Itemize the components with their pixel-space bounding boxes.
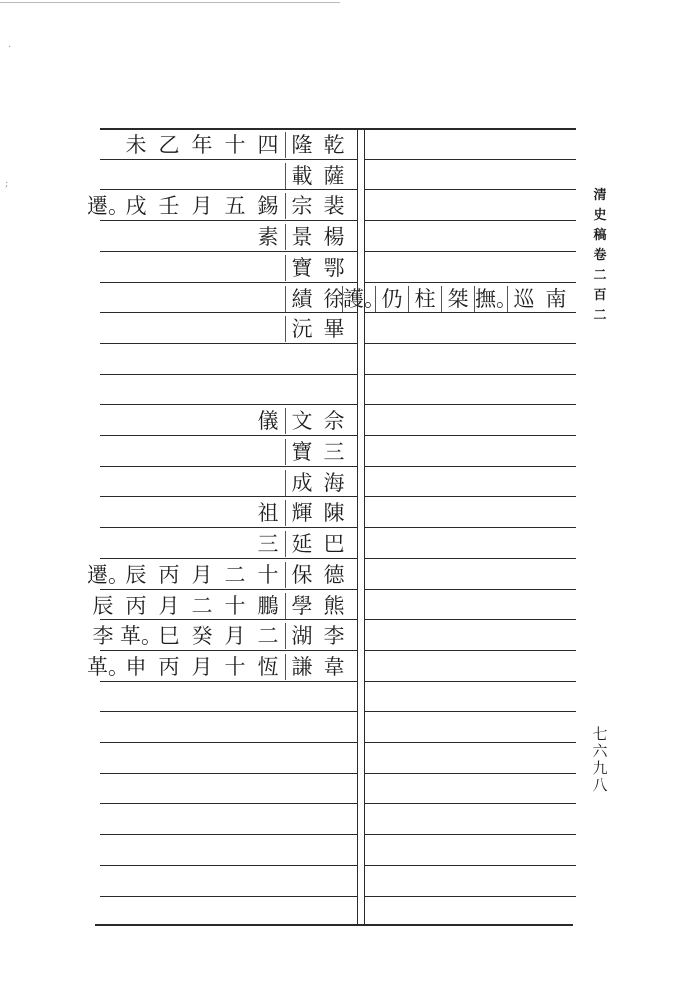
page-number-char: 七 <box>592 725 608 743</box>
left-cell <box>100 406 357 436</box>
cell-char: 月 <box>158 594 180 618</box>
running-title-char: 稿 <box>593 228 607 243</box>
cell-char: 遷。 <box>87 194 129 218</box>
left-cell <box>100 161 357 191</box>
left-cell <box>100 437 357 467</box>
cell-char: 丙 <box>125 594 147 618</box>
cell-char: 十 <box>257 563 279 587</box>
cell-char: 辰 <box>125 563 147 587</box>
cell-char: 三 <box>257 532 279 556</box>
cell-char: 成 <box>285 470 318 496</box>
table-rule <box>100 803 357 804</box>
right-cell <box>365 130 577 160</box>
left-cell <box>100 284 357 314</box>
right-cell <box>365 406 577 436</box>
table-rule <box>365 803 576 804</box>
cell-char: 桀 <box>441 286 474 312</box>
cell-char: 五 <box>224 194 246 218</box>
cell-char: 仍 <box>375 286 408 312</box>
cell-char: 李 <box>323 624 345 648</box>
right-cell <box>365 529 577 559</box>
cell-char: 二 <box>257 624 279 648</box>
right-cell <box>365 652 577 682</box>
cell-char: 乙 <box>158 133 180 157</box>
cell-char: 儀 <box>257 409 279 433</box>
cell-char: 延 <box>285 531 318 557</box>
right-cell <box>365 560 577 590</box>
right-cell <box>365 345 577 375</box>
left-cell <box>100 345 357 375</box>
cell-char: 徐 <box>323 287 345 311</box>
running-title-char: 二 <box>593 308 607 323</box>
cell-char: 祖 <box>257 501 279 525</box>
cell-char: 撫。 <box>475 287 517 311</box>
left-cell <box>87 652 357 682</box>
cell-char: 丙 <box>158 563 180 587</box>
right-cell <box>365 621 577 651</box>
right-cell <box>365 591 577 621</box>
table-rule <box>365 711 576 712</box>
left-cell <box>92 591 357 621</box>
cell-char: 陳 <box>323 501 345 525</box>
cell-char: 申 <box>125 655 147 679</box>
cell-char: 謙 <box>285 654 318 680</box>
cell-char: 辰 <box>92 594 114 618</box>
running-title-char: 卷 <box>593 248 607 263</box>
right-cell <box>343 284 577 314</box>
cell-char: 寶 <box>285 255 318 281</box>
cell-char: 錫 <box>257 194 279 218</box>
cell-char: 宗 <box>285 193 318 219</box>
cell-char: 景 <box>285 224 318 250</box>
table-rule <box>365 865 576 866</box>
cell-char: 薩 <box>323 164 345 188</box>
cell-char: 月 <box>191 563 213 587</box>
cell-char: 護。 <box>343 287 385 311</box>
cell-char: 戌 <box>125 194 147 218</box>
cell-char: 沅 <box>285 316 318 342</box>
table-rule <box>100 711 357 712</box>
scan-speck: · <box>8 42 12 53</box>
cell-char: 革。 <box>87 655 129 679</box>
running-title <box>585 186 615 326</box>
cell-char: 巡 <box>507 286 540 312</box>
running-title-char: 二 <box>593 268 607 283</box>
left-cell <box>100 498 357 528</box>
cell-char: 二 <box>191 594 213 618</box>
right-cell <box>365 222 577 252</box>
cell-char: 寶 <box>285 439 318 465</box>
cell-char: 隆 <box>285 132 318 158</box>
left-cell <box>100 314 357 344</box>
cell-char: 海 <box>323 471 345 495</box>
cell-char: 月 <box>191 194 213 218</box>
scan-speck: ; <box>5 178 9 189</box>
page-number-char: 六 <box>592 742 608 760</box>
cell-char: 十 <box>224 133 246 157</box>
cell-char: 年 <box>191 133 213 157</box>
cell-char: 遷。 <box>87 563 129 587</box>
cell-char: 二 <box>224 563 246 587</box>
right-cell <box>365 468 577 498</box>
running-title-char: 清 <box>593 188 607 203</box>
cell-char: 熊 <box>323 594 345 618</box>
page-number-char: 九 <box>592 759 608 777</box>
right-cell <box>365 437 577 467</box>
cell-char: 輝 <box>285 500 318 526</box>
right-cell <box>365 191 577 221</box>
cell-char: 文 <box>285 408 318 434</box>
cell-char: 恆 <box>257 655 279 679</box>
cell-char: 四 <box>257 133 279 157</box>
running-title-char: 百 <box>593 288 607 303</box>
left-cell <box>100 529 357 559</box>
cell-char: 李 <box>92 624 114 648</box>
left-cell <box>100 468 357 498</box>
left-cell <box>100 253 357 283</box>
cell-char: 韋 <box>323 655 345 679</box>
cell-char: 十 <box>224 655 246 679</box>
cell-char: 月 <box>224 624 246 648</box>
table-rule <box>100 742 357 743</box>
cell-char: 保 <box>285 562 318 588</box>
left-cell <box>87 191 357 221</box>
cell-char: 德 <box>323 563 345 587</box>
left-cell <box>100 376 357 406</box>
cell-char: 壬 <box>158 194 180 218</box>
left-cell <box>87 560 357 590</box>
column-divider <box>357 128 358 924</box>
left-cell <box>100 130 357 160</box>
cell-char: 素 <box>257 225 279 249</box>
cell-char: 績 <box>285 286 318 312</box>
table-rule <box>365 834 576 835</box>
cell-char: 載 <box>285 163 318 189</box>
cell-char: 畢 <box>323 317 345 341</box>
cell-char: 巴 <box>323 532 345 556</box>
cell-char: 月 <box>191 655 213 679</box>
cell-char: 學 <box>285 593 318 619</box>
cell-char: 裴 <box>323 194 345 218</box>
cell-char: 湖 <box>285 623 318 649</box>
page-number-char: 八 <box>592 776 608 794</box>
cell-char: 鵬 <box>257 594 279 618</box>
table-rule <box>100 896 357 897</box>
cell-char: 鄂 <box>323 256 345 280</box>
cell-char: 未 <box>125 133 147 157</box>
left-cell <box>92 621 357 651</box>
table-rule <box>95 924 573 926</box>
cell-char: 革。 <box>120 624 162 648</box>
table-rule <box>365 742 576 743</box>
cell-char: 乾 <box>323 133 345 157</box>
right-cell <box>365 498 577 528</box>
right-cell <box>365 161 577 191</box>
cell-char: 南 <box>545 287 567 311</box>
right-cell <box>365 376 577 406</box>
table-rule <box>100 773 357 774</box>
table-rule <box>365 773 576 774</box>
table-rule <box>100 865 357 866</box>
cell-char: 三 <box>323 440 345 464</box>
cell-char: 丙 <box>158 655 180 679</box>
cell-char: 十 <box>224 594 246 618</box>
left-cell <box>100 222 357 252</box>
cell-char: 楊 <box>323 225 345 249</box>
right-cell <box>365 253 577 283</box>
cell-char: 癸 <box>191 624 213 648</box>
table-rule <box>100 834 357 835</box>
cell-char: 佘 <box>323 409 345 433</box>
cell-char: 柱 <box>408 286 441 312</box>
running-title-char: 史 <box>593 208 607 223</box>
page-number <box>585 726 615 794</box>
table-rule <box>365 896 576 897</box>
right-cell <box>365 314 577 344</box>
page-top-edge <box>0 2 340 3</box>
cell-char: 巳 <box>158 624 180 648</box>
